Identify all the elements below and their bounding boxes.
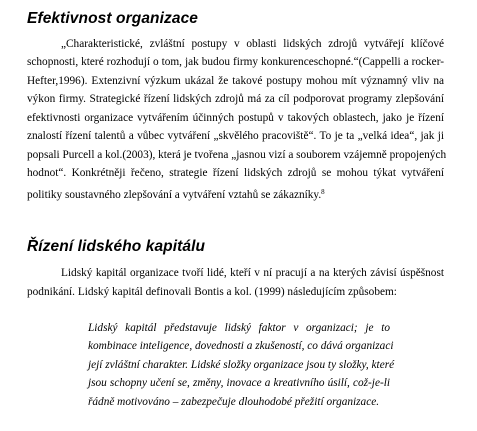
quote-line: jsou schopny učení se, změny, inovace a kreativního úsilí, což-je-li — [88, 377, 390, 389]
quote-line: řádně motivováno – zabezpečuje dlouhodobé přežití organizace. — [88, 396, 380, 408]
paragraph-line: znalostí řízení talentů a vůbec vytváření „skvělého pracoviště“. To je ta „velká idea“, jak ji — [27, 130, 444, 142]
paragraph-line: výkon firmy. Strategické řízení lidských zdrojů má za cíl podporovat programy zlepšování — [27, 93, 444, 105]
paragraph-line: Lidský kapitál organizace tvoří lidé, kteří v ní pracují a na kterých závisí úspěšnost — [61, 267, 444, 279]
paragraph-line: hodnot“. Konkrétněji řečeno, strategie řízení lidských zdrojů se mohou týkat vytváření — [27, 167, 444, 179]
footnote-mark: 8 — [321, 188, 325, 196]
quote-line: její zvláštní charakter. Lidské složky organizace jsou ty složky, které — [88, 359, 395, 371]
paragraph-line — [27, 185, 325, 202]
paragraph-line: podnikání. Lidský kapitál definovali Bontis a kol. (1999) následujícím způsobem: — [27, 286, 397, 298]
paragraph-line: popsali Purcell a kol.(2003), která je tvořena „jasnou vizí a souborem vzájemně propojených — [27, 149, 447, 161]
quote-line: Lidský kapitál představuje lidský faktor v organizaci; je to — [88, 322, 390, 334]
paragraph-line: efektivnosti organizace vytvářením účinných postupů v takových oblastech, jako je řízení — [27, 112, 444, 124]
section-heading-efektivnost: Efektivnost organizace — [27, 10, 199, 27]
paragraph-line-text: politiky soustavného zlepšování a vytváření vztahů se zákazníky. — [27, 189, 322, 201]
paragraph-line: Hefter,1996). Extenzivní výzkum ukázal že takové postupy mohou mít významný vliv na — [27, 75, 444, 87]
paragraph-line: schopnosti, které rozhodují o tom, jak budou firmy konkurenceschopné.“(Cappelli a rocker- — [27, 56, 444, 68]
section-heading-rizeni: Řízení lidského kapitálu — [27, 238, 206, 255]
quote-line: kombinace inteligence, dovednosti a zkušeností, co dává organizaci — [88, 340, 394, 352]
paragraph-line: „Charakteristické, zvláštní postupy v oblasti lidských zdrojů vytvářejí klíčové — [61, 38, 444, 50]
